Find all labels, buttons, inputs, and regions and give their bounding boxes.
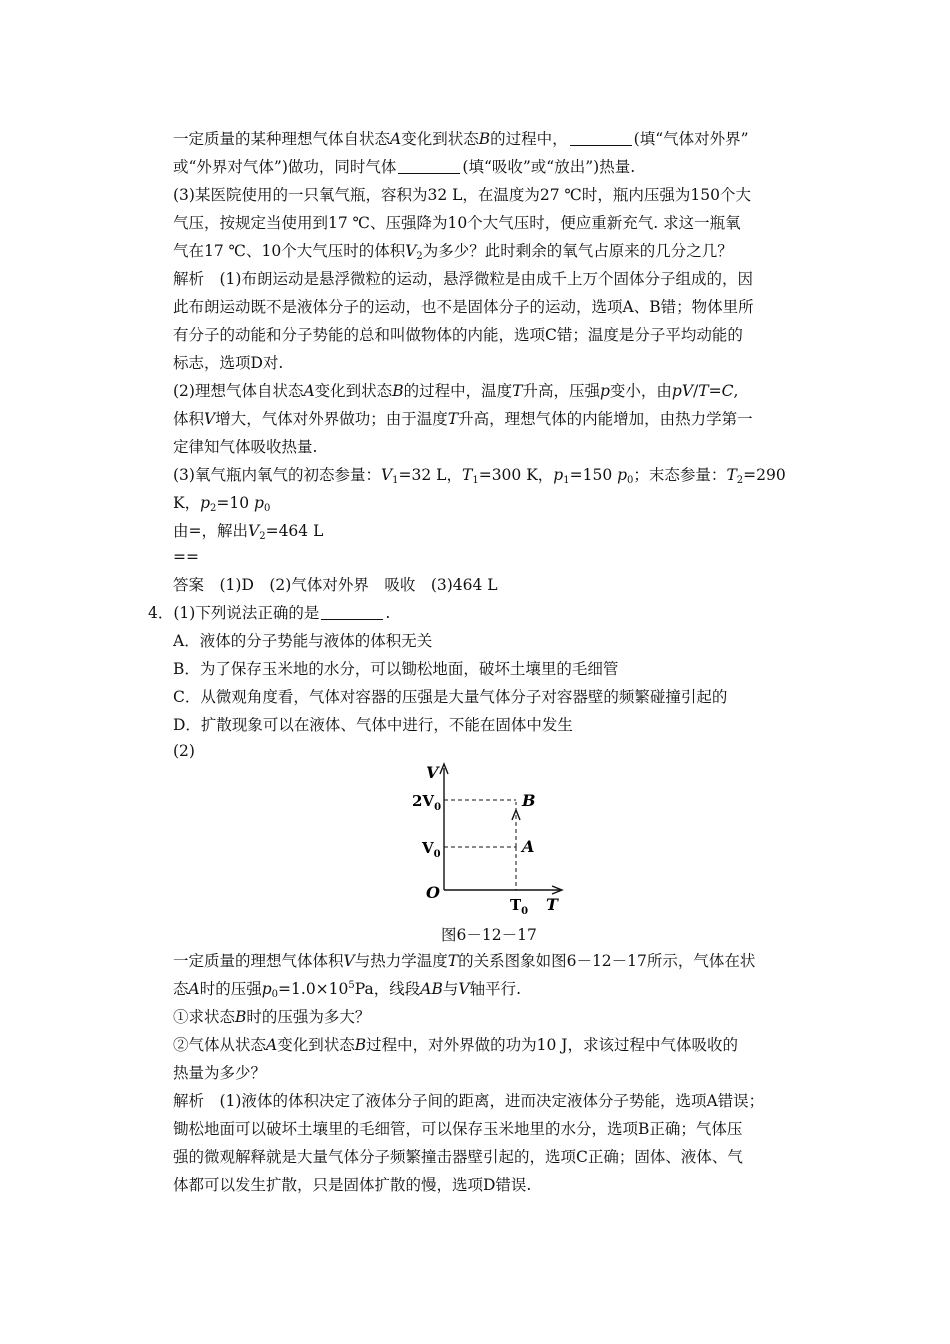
v-t-graph [412, 762, 572, 914]
point-b-label: B [522, 791, 536, 810]
text-line-11: 体积V增大，气体对外界做功；由于温度T升高，理想气体的内能增加，由热力学第一 [173, 410, 753, 428]
text-line-6: 解析 (1)布朗运动是悬浮微粒的运动，悬浮微粒是由成千上万个固体分子组成的，因 [173, 270, 753, 288]
text-line-26: 体都可以发生扩散，只是固体扩散的慢，选项D错误. [173, 1176, 532, 1194]
text-line-18: 一定质量的理想气体体积V与热力学温度T的关系图象如图6－12－17所示，气体在状 [173, 952, 756, 970]
answer-line: 答案 (1)D (2)气体对外界 吸收 (3)464 L [173, 576, 498, 594]
part-2-label: (2) [173, 742, 195, 760]
tick-2v0: $2V_0$ [412, 792, 442, 813]
origin-label: O [426, 883, 440, 902]
tick-v0: $V_0$ [422, 839, 441, 860]
text-line-9: 标志，选项D对. [173, 354, 284, 372]
option-a: A．液体的分子势能与液体的体积无关 [173, 632, 433, 650]
answer-blank [570, 131, 632, 146]
text-line-16: == [173, 548, 199, 566]
text-line-5: 气在17 ℃、10个大气压时的体积$V_2$为多少？此时剩余的氧气占原来的几分之几？ [173, 242, 733, 262]
point-a-label: A [522, 837, 535, 856]
text-line-10: (2)理想气体自状态A变化到状态B的过程中，温度T升高，压强p变小，由pV/T=C, [173, 382, 739, 400]
text-line-2: 或“外界对气体”)做功，同时气体 (填“吸收”或“放出”)热量. [173, 158, 636, 176]
text-line-24: 锄松地面可以破坏土壤里的毛细管，可以保存玉米地里的水分，选项B正确；气体压 [173, 1120, 743, 1138]
text-line-1: 一定质量的某种理想气体自状态A变化到状态B的过程中， (填“气体对外界” [173, 130, 749, 148]
option-d: D．扩散现象可以在液体、气体中进行，不能在固体中发生 [173, 716, 573, 734]
text-line-15: 由=，解出$V_2=464$ L [173, 522, 324, 542]
text-line-20: ①求状态B时的压强为多大？ [173, 1008, 371, 1026]
text-line-3: (3)某医院使用的一只氧气瓶，容积为32 L，在温度为27 ℃时，瓶内压强为150个大 [173, 186, 751, 204]
text-line-7: 此布朗运动既不是液体分子的运动，也不是固体分子的运动，选项A、B错；物体里所 [173, 298, 754, 316]
x-axis-label: T [546, 895, 558, 914]
text-line-22: 热量为多少？ [173, 1064, 267, 1082]
text-line-4: 气压，按规定当使用到17 ℃、压强降为10个大气压时，便应重新充气. 求这一瓶氧 [173, 214, 741, 232]
text-line-8: 有分子的动能和分子势能的总和叫做物体的内能，选项C错；温度是分子平均动能的 [173, 326, 743, 344]
tick-t0: $T_0$ [510, 896, 529, 914]
figure-caption: 图6－12－17 [441, 926, 537, 944]
y-axis-label: V [426, 763, 439, 782]
option-c: C．从微观角度看，气体对容器的压强是大量气体分子对容器壁的频繁碰撞引起的 [173, 688, 728, 706]
answer-blank [398, 159, 460, 174]
question-4-stem: 4．(1)下列说法正确的是 . [148, 604, 391, 622]
text-line-21: ②气体从状态A变化到状态B过程中，对外界做的功为10 J，求该过程中气体吸收的 [173, 1036, 738, 1054]
text-line-14: K，$p_2=10$ $p_0$ [173, 494, 271, 514]
text-line-19: 态A时的压强$p_0=1.0\times 10^5Pa$，线段AB与V轴平行. [173, 980, 522, 1000]
text-line-23: 解析 (1)液体的体积决定了液体分子间的距离，进而决定液体分子势能，选项A错误； [173, 1092, 765, 1110]
answer-blank [321, 605, 383, 620]
text-line-25: 强的微观解释就是大量气体分子频繁撞击器壁引起的，选项C正确；固体、液体、气 [173, 1148, 743, 1166]
text-line-12: 定律知气体吸收热量. [173, 438, 318, 456]
text-line-13: (3)氧气瓶内氧气的初态参量：$V_1=32$ L，$T_1=300$ K，$p_1=150$ $p_0$；末态参量：$T_2=290$ [173, 466, 786, 486]
option-b: B．为了保存玉米地的水分，可以锄松地面，破坏土壤里的毛细管 [173, 660, 619, 678]
